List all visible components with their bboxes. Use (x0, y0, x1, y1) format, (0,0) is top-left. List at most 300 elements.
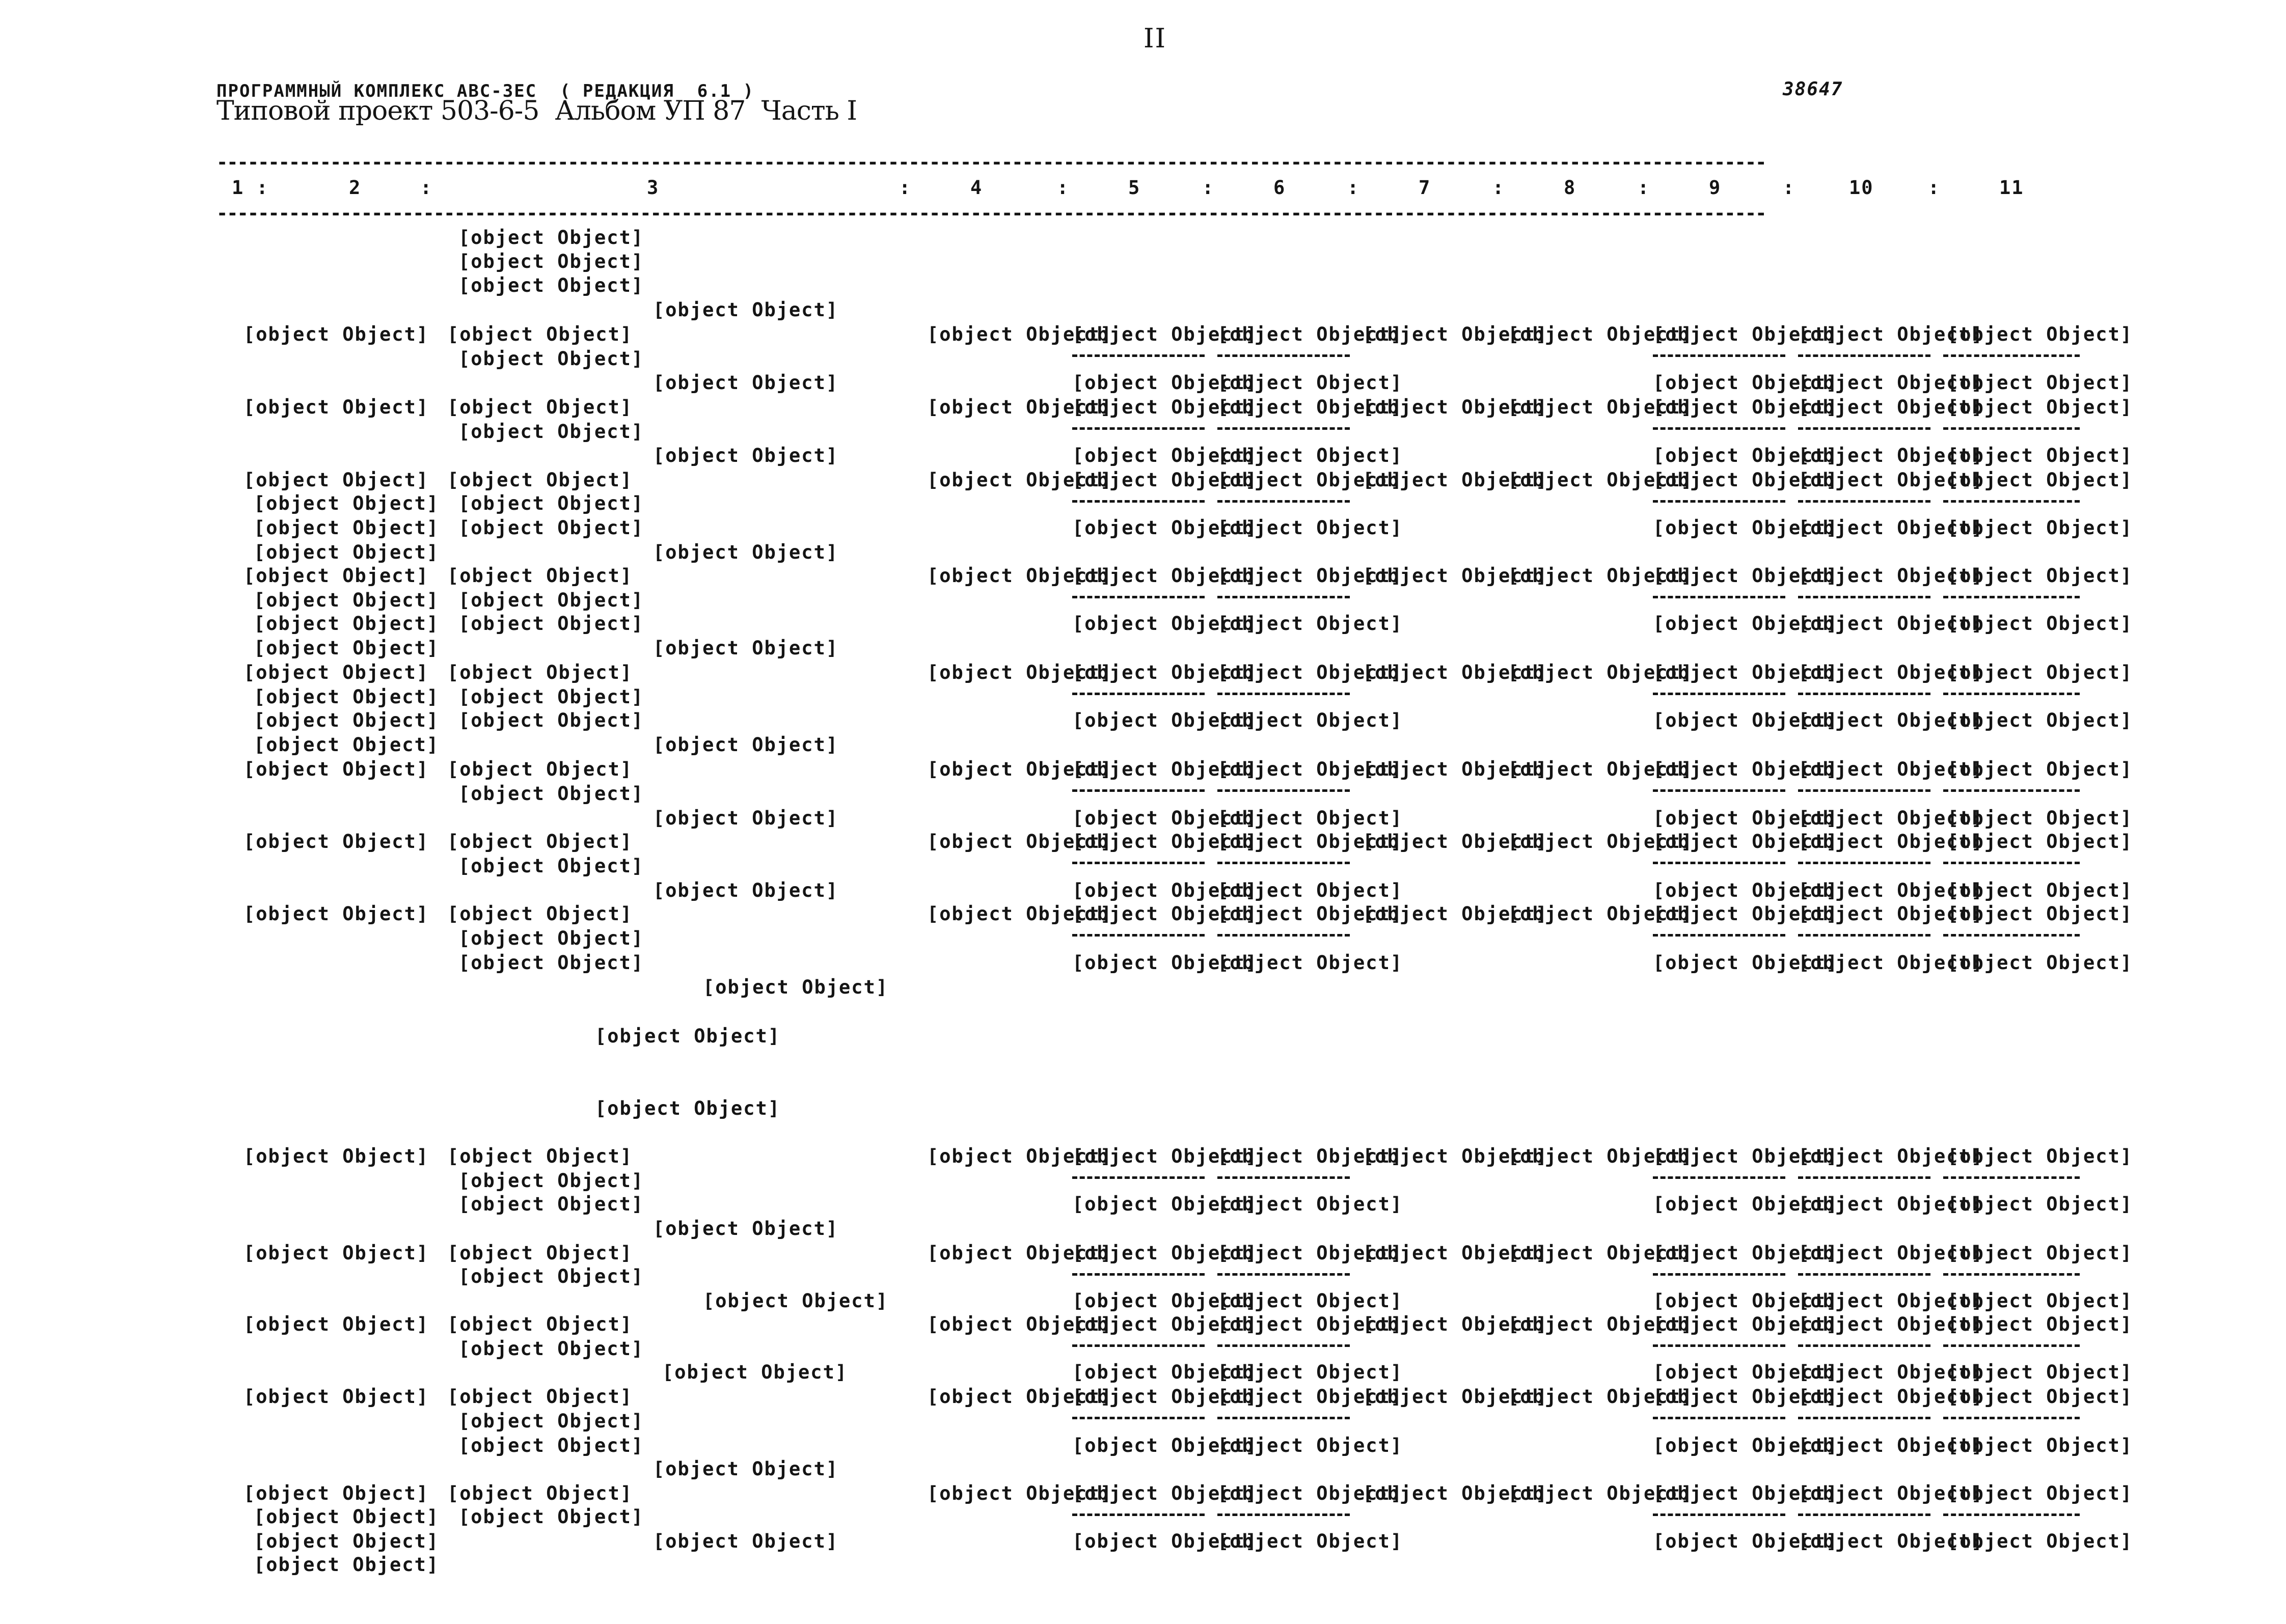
table-cell: [object Object] (927, 1313, 1113, 1335)
table-cell: [object Object] (1947, 807, 2133, 829)
row-text: [object Object] (243, 396, 429, 418)
row-text: [object Object] (653, 541, 839, 563)
table-cell: [object Object] (1653, 1386, 1839, 1408)
cell-divider (1943, 596, 2080, 598)
cell-divider (1217, 934, 1350, 937)
table-cell: [object Object] (1363, 396, 1548, 418)
row-text: [object Object] (458, 1410, 644, 1432)
column-number: 3 (647, 177, 660, 199)
row-text: [object Object] (447, 662, 633, 683)
table-cell: [object Object] (1798, 879, 1984, 901)
table-cell: [object Object] (1217, 831, 1403, 852)
row-text: [object Object] (662, 1361, 848, 1383)
cell-divider (1943, 500, 2080, 503)
cell-divider (1798, 789, 1930, 792)
cell-divider (1653, 789, 1785, 792)
table-cell: [object Object] (1072, 807, 1258, 829)
cell-divider (1943, 1176, 2080, 1179)
cell-divider (1072, 789, 1205, 792)
cell-divider (1653, 1344, 1785, 1347)
table-cell: [object Object] (1798, 613, 1984, 635)
table-cell: [object Object] (1508, 1482, 1694, 1504)
table-cell: [object Object] (1072, 396, 1258, 418)
table-cell: [object Object] (927, 903, 1113, 925)
table-cell: [object Object] (1653, 1435, 1839, 1456)
row-text: [object Object] (458, 709, 644, 731)
table-cell: [object Object] (1072, 1242, 1258, 1264)
table-cell: [object Object] (1508, 662, 1694, 683)
row-text: [object Object] (458, 1338, 644, 1360)
cell-divider (1217, 596, 1350, 598)
table-cell: [object Object] (1798, 323, 1984, 345)
table-cell: [object Object] (1217, 1530, 1403, 1552)
row-text: [object Object] (447, 903, 633, 925)
table-cell: [object Object] (1217, 1482, 1403, 1504)
table-cell: [object Object] (1798, 807, 1984, 829)
row-text: [object Object] (458, 274, 644, 296)
row-text: [object Object] (243, 1313, 429, 1335)
table-cell: [object Object] (1653, 831, 1839, 852)
table-cell: [object Object] (1508, 758, 1694, 780)
table-cell: [object Object] (1508, 396, 1694, 418)
cell-divider (1943, 862, 2080, 864)
table-cell: [object Object] (1072, 1290, 1258, 1312)
cell-divider (1943, 354, 2080, 357)
table-cell: [object Object] (1072, 517, 1258, 539)
table-cell: [object Object] (1217, 445, 1403, 466)
cell-divider (1072, 934, 1205, 937)
table-cell: [object Object] (1653, 879, 1839, 901)
table-cell: [object Object] (1653, 396, 1839, 418)
table-cell: [object Object] (1947, 396, 2133, 418)
table-cell: [object Object] (1798, 396, 1984, 418)
table-cell: [object Object] (1798, 1145, 1984, 1167)
table-cell: [object Object] (1653, 1145, 1839, 1167)
table-cell: [object Object] (1798, 469, 1984, 491)
table-cell: [object Object] (927, 758, 1113, 780)
row-text: [object Object] (243, 758, 429, 780)
table-cell: [object Object] (1508, 1145, 1694, 1167)
column-separator: : (1057, 177, 1070, 199)
row-text: [object Object] (254, 492, 440, 514)
table-cell: [object Object] (1072, 1313, 1258, 1335)
table-cell: [object Object] (927, 831, 1113, 852)
cell-divider (1653, 596, 1785, 598)
header-rule-bottom: ------------------------------------------------------------------------------------------------------------------------------------------------------ (216, 204, 1766, 223)
cell-divider (1217, 789, 1350, 792)
table-cell: [object Object] (1217, 1290, 1403, 1312)
table-cell: [object Object] (1363, 1482, 1548, 1504)
row-text: [object Object] (653, 807, 839, 829)
row-text: [object Object] (243, 1145, 429, 1167)
table-cell: [object Object] (1653, 758, 1839, 780)
cell-divider (1072, 500, 1205, 503)
cell-divider (1943, 1417, 2080, 1419)
table-cell: [object Object] (927, 469, 1113, 491)
table-cell: [object Object] (1217, 1145, 1403, 1167)
cell-divider (1217, 1176, 1350, 1179)
cell-divider (1798, 1273, 1930, 1276)
table-cell: [object Object] (1947, 831, 2133, 852)
row-text: [object Object] (447, 1313, 633, 1335)
table-cell: [object Object] (1363, 831, 1548, 852)
table-cell: [object Object] (1798, 1313, 1984, 1335)
cell-divider (1217, 862, 1350, 864)
table-cell: [object Object] (1947, 709, 2133, 731)
cell-divider (1217, 1417, 1350, 1419)
cell-divider (1217, 693, 1350, 695)
table-cell: [object Object] (1072, 1145, 1258, 1167)
table-cell: [object Object] (1363, 323, 1548, 345)
table-cell: [object Object] (1072, 1193, 1258, 1215)
table-cell: [object Object] (1072, 879, 1258, 901)
table-cell: [object Object] (1072, 662, 1258, 683)
cell-divider (1798, 427, 1930, 430)
table-cell: [object Object] (1217, 1313, 1403, 1335)
table-cell: [object Object] (1653, 709, 1839, 731)
table-cell: [object Object] (1072, 372, 1258, 394)
row-text: [object Object] (458, 348, 644, 370)
row-text: [object Object] (458, 1435, 644, 1456)
table-cell: [object Object] (927, 1386, 1113, 1408)
row-text: [object Object] (458, 227, 644, 249)
table-cell: [object Object] (1072, 323, 1258, 345)
table-cell: [object Object] (1217, 613, 1403, 635)
table-cell: [object Object] (1217, 879, 1403, 901)
row-text: [object Object] (243, 469, 429, 491)
column-number: 5 (1128, 177, 1141, 199)
row-text: [object Object] (254, 709, 440, 731)
cell-divider (1653, 693, 1785, 695)
cell-divider (1072, 693, 1205, 695)
row-text: [object Object] (254, 1530, 440, 1552)
cell-divider (1798, 1417, 1930, 1419)
row-text: [object Object] (653, 879, 839, 901)
table-cell: [object Object] (1363, 565, 1548, 587)
table-cell: [object Object] (1798, 831, 1984, 852)
table-cell: [object Object] (1072, 1482, 1258, 1504)
table-cell: [object Object] (1072, 903, 1258, 925)
table-cell: [object Object] (1363, 1386, 1548, 1408)
table-cell: [object Object] (1798, 903, 1984, 925)
table-cell: [object Object] (927, 565, 1113, 587)
row-text: [object Object] (447, 1242, 633, 1264)
table-cell: [object Object] (927, 396, 1113, 418)
column-number: 4 (970, 177, 983, 199)
table-cell: [object Object] (927, 1242, 1113, 1264)
cell-divider (1798, 1344, 1930, 1347)
table-cell: [object Object] (1798, 1530, 1984, 1552)
table-cell: [object Object] (1798, 1290, 1984, 1312)
table-cell: [object Object] (1947, 952, 2133, 974)
row-text: [object Object] (243, 903, 429, 925)
table-cell: [object Object] (1947, 903, 2133, 925)
table-cell: [object Object] (1947, 613, 2133, 635)
table-cell: [object Object] (1947, 1530, 2133, 1552)
table-cell: [object Object] (1072, 1386, 1258, 1408)
table-cell: [object Object] (1653, 565, 1839, 587)
row-text: [object Object] (458, 517, 644, 539)
cell-divider (1798, 934, 1930, 937)
cell-divider (1072, 1344, 1205, 1347)
table-cell: [object Object] (1798, 445, 1984, 466)
cell-divider (1653, 1417, 1785, 1419)
cell-divider (1943, 789, 2080, 792)
table-cell: [object Object] (1798, 372, 1984, 394)
table-cell: [object Object] (1072, 952, 1258, 974)
row-text: [object Object] (447, 323, 633, 345)
table-cell: [object Object] (1653, 1313, 1839, 1335)
column-number: 11 (1999, 177, 2024, 199)
table-cell: [object Object] (1217, 662, 1403, 683)
row-text: [object Object] (653, 1530, 839, 1552)
table-cell: [object Object] (1217, 709, 1403, 731)
column-separator: : (1638, 177, 1650, 199)
column-number: 8 (1564, 177, 1576, 199)
table-cell: [object Object] (1072, 758, 1258, 780)
table-cell: [object Object] (1798, 1386, 1984, 1408)
row-text: [object Object] (447, 1386, 633, 1408)
table-cell: [object Object] (1947, 1313, 2133, 1335)
cell-divider (1798, 596, 1930, 598)
row-text: [object Object] (447, 565, 633, 587)
table-cell: [object Object] (1947, 1242, 2133, 1264)
cell-divider (1217, 1344, 1350, 1347)
column-number: 6 (1273, 177, 1286, 199)
table-cell: [object Object] (1508, 903, 1694, 925)
table-cell: [object Object] (1508, 1242, 1694, 1264)
table-cell: [object Object] (1947, 1386, 2133, 1408)
column-number: 2 (349, 177, 362, 199)
table-cell: [object Object] (1653, 1361, 1839, 1383)
table-cell: [object Object] (1363, 758, 1548, 780)
cell-divider (1943, 934, 2080, 937)
row-text: [object Object] (254, 734, 440, 756)
cell-divider (1217, 500, 1350, 503)
row-text: [object Object] (254, 637, 440, 659)
table-cell: [object Object] (1072, 709, 1258, 731)
table-cell: [object Object] (1653, 903, 1839, 925)
table-cell: [object Object] (1798, 662, 1984, 683)
cell-divider (1072, 1176, 1205, 1179)
table-cell: [object Object] (1798, 565, 1984, 587)
cell-divider (1072, 1273, 1205, 1276)
table-cell: [object Object] (1072, 469, 1258, 491)
table-cell: [object Object] (1363, 1242, 1548, 1264)
row-text: [object Object] (653, 637, 839, 659)
row-text: [object Object] (458, 251, 644, 272)
cell-divider (1653, 862, 1785, 864)
table-cell: [object Object] (1217, 903, 1403, 925)
table-cell: [object Object] (1947, 517, 2133, 539)
table-cell: [object Object] (927, 662, 1113, 683)
cell-divider (1943, 1513, 2080, 1516)
table-cell: [object Object] (927, 323, 1113, 345)
table-cell: [object Object] (1653, 662, 1839, 683)
table-cell: [object Object] (1363, 1145, 1548, 1167)
table-cell: [object Object] (927, 1145, 1113, 1167)
table-cell: [object Object] (1363, 1313, 1548, 1335)
row-text: [object Object] (447, 396, 633, 418)
row-text: [object Object] (254, 1506, 440, 1528)
table-cell: [object Object] (1947, 1435, 2133, 1456)
row-text: [object Object] (254, 589, 440, 611)
row-text: [object Object] (653, 372, 839, 394)
table-cell: [object Object] (1217, 1361, 1403, 1383)
table-cell: [object Object] (1217, 469, 1403, 491)
cell-divider (1072, 427, 1205, 430)
row-text: [object Object] (243, 1242, 429, 1264)
row-text: [object Object] (254, 613, 440, 635)
column-number: 1 : (232, 177, 269, 199)
row-text: [object Object] (595, 1097, 781, 1119)
table-cell: [object Object] (1947, 1193, 2133, 1215)
table-cell: [object Object] (1798, 709, 1984, 731)
table-cell: [object Object] (1217, 807, 1403, 829)
table-cell: [object Object] (1653, 1242, 1839, 1264)
cell-divider (1653, 500, 1785, 503)
row-text: [object Object] (458, 686, 644, 708)
cell-divider (1072, 596, 1205, 598)
cell-divider (1653, 1273, 1785, 1276)
table-cell: [object Object] (1508, 1313, 1694, 1335)
row-text: [object Object] (653, 734, 839, 756)
row-text: [object Object] (458, 1265, 644, 1287)
row-text: [object Object] (458, 927, 644, 949)
table-cell: [object Object] (1653, 613, 1839, 635)
table-cell: [object Object] (1508, 323, 1694, 345)
column-number: 7 (1419, 177, 1431, 199)
row-text: [object Object] (595, 1025, 781, 1047)
cell-divider (1653, 934, 1785, 937)
table-cell: [object Object] (1947, 758, 2133, 780)
column-separator: : (1347, 177, 1360, 199)
row-text: [object Object] (458, 1170, 644, 1192)
table-cell: [object Object] (1653, 952, 1839, 974)
cell-divider (1798, 500, 1930, 503)
table-cell: [object Object] (1653, 1193, 1839, 1215)
table-cell: [object Object] (1947, 565, 2133, 587)
cell-divider (1798, 693, 1930, 695)
table-cell: [object Object] (1653, 323, 1839, 345)
table-cell: [object Object] (1653, 1530, 1839, 1552)
table-cell: [object Object] (927, 1482, 1113, 1504)
cell-divider (1072, 1417, 1205, 1419)
table-cell: [object Object] (1217, 1386, 1403, 1408)
row-text: [object Object] (447, 1482, 633, 1504)
table-cell: [object Object] (1072, 613, 1258, 635)
cell-divider (1072, 1513, 1205, 1516)
row-text: [object Object] (254, 517, 440, 539)
table-cell: [object Object] (1072, 1530, 1258, 1552)
column-separator: : (1492, 177, 1505, 199)
column-number: 10 (1849, 177, 1874, 199)
cell-divider (1798, 1513, 1930, 1516)
row-text: [object Object] (653, 1218, 839, 1240)
table-cell: [object Object] (1217, 565, 1403, 587)
table-cell: [object Object] (1217, 1435, 1403, 1456)
cell-divider (1943, 1273, 2080, 1276)
row-text: [object Object] (653, 1458, 839, 1480)
row-text: [object Object] (458, 613, 644, 635)
project-line: Типовой проект 503-6-5 Альбом УП 87 Часть I (216, 96, 857, 126)
program-line: ПРОГРАММНЫЙ КОМПЛЕКС АВС-3ЕС ( РЕДАКЦИЯ 6.1 ) (216, 81, 755, 101)
row-text: [object Object] (458, 1506, 644, 1528)
cell-divider (1072, 862, 1205, 864)
cell-divider (1653, 1513, 1785, 1516)
row-text: [object Object] (653, 445, 839, 466)
table-cell: [object Object] (1798, 1435, 1984, 1456)
table-cell: [object Object] (1217, 952, 1403, 974)
cell-divider (1217, 427, 1350, 430)
table-cell: [object Object] (1653, 807, 1839, 829)
column-separator: : (1783, 177, 1795, 199)
column-separator: : (420, 177, 433, 199)
table-cell: [object Object] (1947, 662, 2133, 683)
table-cell: [object Object] (1947, 1482, 2133, 1504)
row-text: [object Object] (458, 421, 644, 443)
cell-divider (1798, 354, 1930, 357)
table-cell: [object Object] (1508, 831, 1694, 852)
table-cell: [object Object] (1798, 1482, 1984, 1504)
header-rule-top: ------------------------------------------------------------------------------------------------------------------------------------------------------ (216, 153, 1766, 172)
column-number: 9 (1709, 177, 1722, 199)
table-cell: [object Object] (1508, 469, 1694, 491)
row-text: [object Object] (243, 565, 429, 587)
row-text: [object Object] (458, 952, 644, 974)
table-cell: [object Object] (1947, 469, 2133, 491)
table-cell: [object Object] (1363, 469, 1548, 491)
cell-divider (1653, 427, 1785, 430)
doc-number: 38647 (1783, 79, 1843, 100)
table-cell: [object Object] (1798, 758, 1984, 780)
table-cell: [object Object] (1798, 1193, 1984, 1215)
row-text: [object Object] (243, 323, 429, 345)
row-text: [object Object] (243, 1386, 429, 1408)
column-separator: : (1928, 177, 1941, 199)
table-cell: [object Object] (1947, 323, 2133, 345)
cell-divider (1653, 354, 1785, 357)
row-text: [object Object] (254, 1554, 440, 1576)
table-cell: [object Object] (1072, 831, 1258, 852)
row-text: [object Object] (458, 855, 644, 877)
table-cell: [object Object] (1798, 517, 1984, 539)
table-cell: [object Object] (1217, 1193, 1403, 1215)
table-cell: [object Object] (1653, 372, 1839, 394)
table-cell: [object Object] (1217, 1242, 1403, 1264)
table-cell: [object Object] (1217, 372, 1403, 394)
table-cell: [object Object] (1653, 1482, 1839, 1504)
page-mark: II (1144, 23, 1167, 54)
row-text: [object Object] (653, 299, 839, 321)
table-cell: [object Object] (1217, 517, 1403, 539)
table-cell: [object Object] (1217, 396, 1403, 418)
table-cell: [object Object] (1947, 1145, 2133, 1167)
table-cell: [object Object] (1072, 1361, 1258, 1383)
table-cell: [object Object] (1072, 445, 1258, 466)
table-cell: [object Object] (1947, 1361, 2133, 1383)
table-cell: [object Object] (1072, 1435, 1258, 1456)
table-cell: [object Object] (1653, 1290, 1839, 1312)
cell-divider (1217, 1273, 1350, 1276)
table-cell: [object Object] (1508, 1386, 1694, 1408)
column-separator: : (1202, 177, 1215, 199)
cell-divider (1217, 1513, 1350, 1516)
table-cell: [object Object] (1217, 758, 1403, 780)
row-text: [object Object] (458, 589, 644, 611)
cell-divider (1072, 354, 1205, 357)
table-cell: [object Object] (1947, 1290, 2133, 1312)
